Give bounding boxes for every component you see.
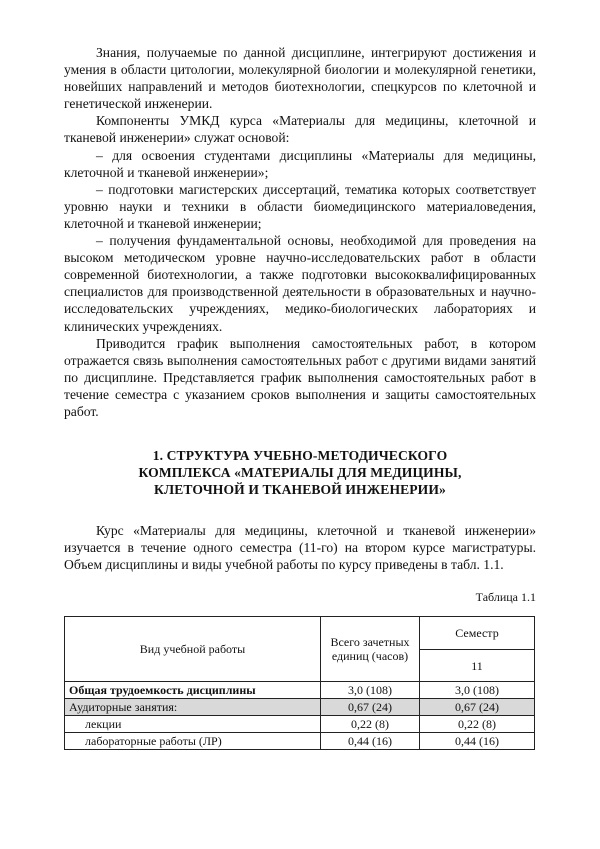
list-item-theses: – подготовки магистерских диссертаций, тематика которых соответствует уровню науки и техники в области биомедицинского материаловедения, клеточной и тканевой инженерии; [64,181,536,231]
row-semester: 0,67 (24) [420,699,535,716]
row-label: лабораторные работы (ЛР) [65,733,321,750]
paragraph-components: Компоненты УМКД курса «Материалы для медицины, клеточной и тканевой инженерии» служат основой: [64,113,536,146]
work-types-table [64,616,535,750]
table-row [65,716,535,733]
paragraph-schedule: Приводится график выполнения самостоятельных работ, в котором отражается связь выполнения самостоятельных работ с другими видами занятий по дисциплине. Представляется график выполнения самостоятельных работ в течение семестра с указанием сроков выполнения и защиты самостоятельных работ. [64,335,536,419]
row-total: 0,44 (16) [321,733,420,750]
list-item-foundation: – получения фундаментальной основы, необходимой для проведения на высоком методическом уровне научно-исследовательских работ в области современной биотехнологии, а также подготовки высококвалифицированных специалистов для производственной деятельности в образовательных и научно-исследовательских учреждениях, медико-биологических лабораториях и клинических учреждениях. [64,233,536,334]
row-semester: 3,0 (108) [420,682,535,699]
row-semester: 0,44 (16) [420,733,535,750]
section-heading-line2: КОМПЛЕКСА «МАТЕРИАЛЫ ДЛЯ МЕДИЦИНЫ, [138,465,462,481]
section-heading-line3: КЛЕТОЧНОЙ И ТКАНЕВОЙ ИНЖЕНЕРИИ» [154,482,446,498]
row-total: 0,22 (8) [321,716,420,733]
row-label: Аудиторные занятия: [65,699,321,716]
header-work-type: Вид учебной работы [65,617,321,682]
row-total: 3,0 (108) [321,682,420,699]
row-total: 0,67 (24) [321,699,420,716]
table-header-row [65,617,535,650]
paragraph-intro: Знания, получаемые по данной дисциплине, интегрируют достижения и умения в области цитологии, молекулярной биологии и молекулярной генетики, новейших направлений и методов биотехнологии, спецкурсов по клеточной и генетической инженерии. [64,45,536,112]
list-item-study: – для освоения студентами дисциплины «Материалы для медицины, клеточной и тканевой инженерии»; [64,147,536,180]
table-row [65,733,535,750]
row-label: лекции [65,716,321,733]
section-heading-line1: 1. СТРУКТУРА УЧЕБНО-МЕТОДИЧЕСКОГО [152,448,448,464]
row-semester: 0,22 (8) [420,716,535,733]
document-page [64,44,536,750]
header-total-units: Всего зачетных единиц (часов) [321,617,420,682]
table-row [65,682,535,699]
section-heading [64,447,536,498]
table-caption: Таблица 1.1 [475,590,536,605]
paragraph-course: Курс «Материалы для медицины, клеточной и тканевой инженерии» изучается в течение одного семестра (11-го) на втором курсе магистратуры. Объем дисциплины и виды учебной работы по курсу приведены в табл. 1.1. [64,523,536,573]
table-row [65,699,535,716]
row-label: Общая трудоемкость дисциплины [65,682,321,699]
header-semester-number: 11 [420,649,535,682]
header-semester: Семестр [420,617,535,650]
